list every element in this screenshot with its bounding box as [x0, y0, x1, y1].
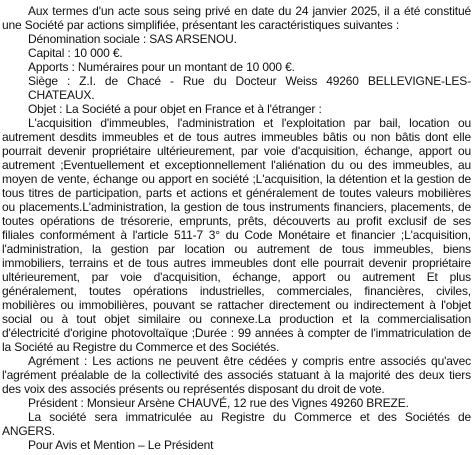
notice-signature: Pour Avis et Mention – Le Président — [28, 438, 214, 452]
notice-intro: Aux termes d'un acte sous seing privé en date du 24 janvier 2025, il a été constitué une Société par actions simplifiée, présentant les caractéristiques suivantes : — [2, 4, 471, 32]
notice-objet-title: Objet : La Société a pour objet en France et à l'étranger : — [28, 102, 322, 116]
notice-agrement: Agrément : Les actions ne peuvent être cédées y compris entre associés qu'avec l'agrément préalable de la collectivité des associés statuant à la majorité des deux tiers des voix des associés présents ou représentés disposant du droit de vote. — [2, 354, 471, 396]
notice-president: Président : Monsieur Arsène CHAUVÉ, 12 rue des Vignes 49260 BREZE. — [28, 396, 409, 410]
notice-denomination: Dénomination sociale : SAS ARSENOU. — [28, 32, 237, 46]
notice-immatriculation: La société sera immatriculée au Registre du Commerce et des Sociétés de ANGERS. — [2, 410, 471, 438]
notice-siege: Siège : Z.I. de Chacé - Rue du Docteur Weiss 49260 BELLEVIGNE-LES-CHATEAUX. — [28, 74, 471, 102]
notice-objet-body: L'acquisition d'immeubles, l'administration et l'exploitation par bail, location ou autrement desdits immeubles et de tous autres immeubles bâtis ou non bâtis dont elle pourrait devenir propriétaire ultérieurement, par voie d'acquisition, échange, apport ou autrement ;Eventuellement et exceptionnellement l'aliénation du ou des immeubles, au moyen de vente, échange ou apport en société ;L'acquisition, la détention et la gestion de tous titres de participation, parts et actions et généralement de toutes valeurs mobilières ou placements.L'administration, la gestion de tous instruments financiers, placements, de toutes opérations de trésorerie, emprunts, prêts, découverts au profit exclusif de ses filiales conformément à l'article 511-7 3° du Code Monétaire et financier ;L'acquisition, l'administration, la gestion par location ou autrement de tous immeubles, biens immobiliers, terrains et de tous autres immeubles dont elle pourrait devenir propriétaire ultérieurement, par voie d'acquisition, échange, apport ou autrement Et plus généralement, toutes opérations industrielles, commerciales, financières, civiles, mobilières ou immobilières, pouvant se rattacher directement ou indirectement à l'objet social ou à tout objet similaire ou connexe.La production et la commercialisation d'électricité d'origine photovoltaïque ;Durée : 99 années à compter de l'immatriculation de la Société au Registre du Commerce et des Sociétés. — [2, 116, 471, 354]
notice-capital: Capital : 10 000 €. — [28, 46, 123, 60]
notice-apports: Apports : Numéraires pour un montant de 10 000 €. — [28, 60, 295, 74]
